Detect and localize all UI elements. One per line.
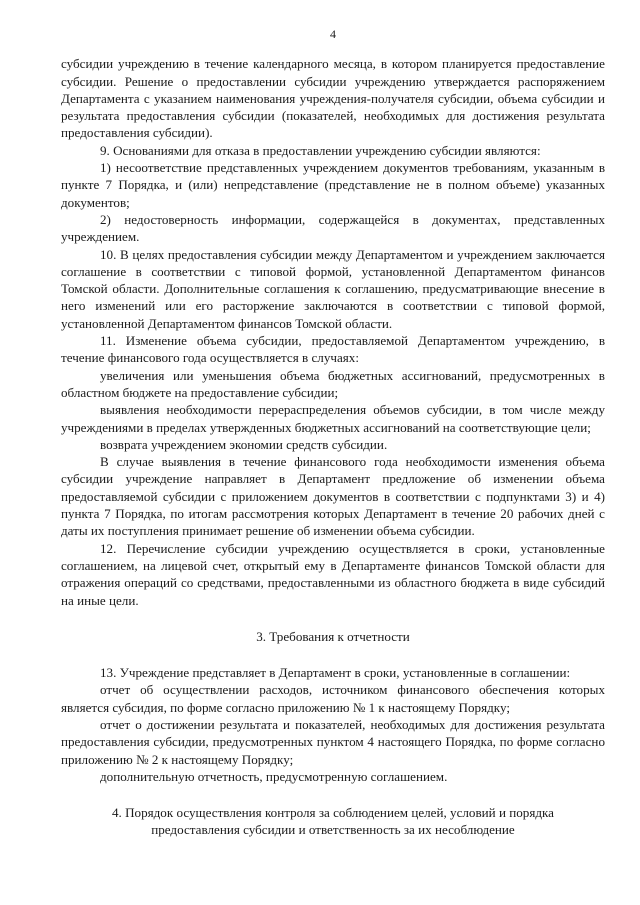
paragraph-subsidy-decision: субсидии учреждению в течение календарного месяца, в котором планируется предоставление субсидии. Решение о предоставлении субсидии учреждению утверждается распоряжением Департамента с указанием наименования учреждения-получателя субсидии, объема субсидии и результата предоставления субсидии (показателей, необходимых для достижения результата предоставления субсидии). <box>61 56 605 141</box>
paragraph-9-item-2: 2) недостоверность информации, содержащейся в документах, представленных учреждением. <box>61 211 605 245</box>
document-page <box>61 26 605 839</box>
paragraph-11-case-redistribution: выявления необходимости перераспределения объемов субсидии, в том числе между учреждениями в пределах утвержденных бюджетных ассигнований на соответствующие цели; <box>61 402 605 435</box>
paragraph-12-transfer: 12. Перечисление субсидии учреждению осуществляется в сроки, установленные соглашением, на лицевой счет, открытый ему в Департаменте финансов Томской области для отражения операций со средствами, предоставленными из областного бюджета в виде субсидий на иные цели. <box>61 540 605 608</box>
section-4-heading-line-1: 4. Порядок осуществления контроля за соблюдением целей, условий и порядка <box>111 805 554 821</box>
paragraph-11-case-increase: увеличения или уменьшения объема бюджетных ассигнований, предусмотренных в областном бюджете на предоставление субсидии; <box>61 367 605 400</box>
paragraph-13-expense-report: отчет об осуществлении расходов, источником финансового обеспечения которых является субсидия, по форме согласно приложению № 1 к настоящему Порядку; <box>61 682 605 715</box>
paragraph-11-proposal: В случае выявления в течение финансового года необходимости изменения объема субсидии учреждение направляет в Департамент предложение об изменении объема предоставляемой субсидии с приложением документов в соответствии с подпунктами 3) и 4) пункта 7 Порядка, по итогам рассмотрения которых Департамент в течение 20 рабочих дней с даты их поступления принимает решение об изменении объема субсидии. <box>61 454 605 539</box>
paragraph-11-case-return: возврата учреждением экономии средств субсидии. <box>100 436 388 452</box>
paragraph-10-agreement: 10. В целях предоставления субсидии между Департаментом и учреждением заключается соглашение в соответствии с типовой формой, установленной Департаментом финансов Томской области. Дополнительные соглашения к соглашению, предусматривающие внесение в него изменений или его расторжение заключаются в соответствии с типовой формой, установленной Департаментом финансов Томской области. <box>61 246 605 331</box>
paragraph-13-additional-report: дополнительную отчетность, предусмотренную соглашением. <box>100 768 448 784</box>
section-3-heading: 3. Требования к отчетности <box>256 628 410 644</box>
paragraph-9-refusal-grounds: 9. Основаниями для отказа в предоставлении учреждению субсидии являются: <box>100 142 541 158</box>
page-number: 4 <box>330 27 336 41</box>
paragraph-13-result-report: отчет о достижении результата и показателей, необходимых для достижения результата предоставления субсидии, предусмотренных пунктом 4 настоящего Порядка, по форме согласно приложению № 2 к настоящему Порядку; <box>61 716 605 767</box>
paragraph-11-volume-change: 11. Изменение объема субсидии, предоставляемой Департаментом учреждению, в течение финансового года осуществляется в случаях: <box>61 333 605 366</box>
paragraph-9-item-1: 1) несоответствие представленных учреждением документов требованиям, указанным в пункте 7 Порядка, и (или) непредставление (представление не в полном объеме) указанных документов; <box>61 160 605 210</box>
paragraph-13-reporting: 13. Учреждение представляет в Департамент в сроки, установленные в соглашении: <box>100 665 571 681</box>
section-4-heading <box>61 804 605 839</box>
section-4-heading-line-2: предоставления субсидии и ответственность за их несоблюдение <box>151 822 515 838</box>
